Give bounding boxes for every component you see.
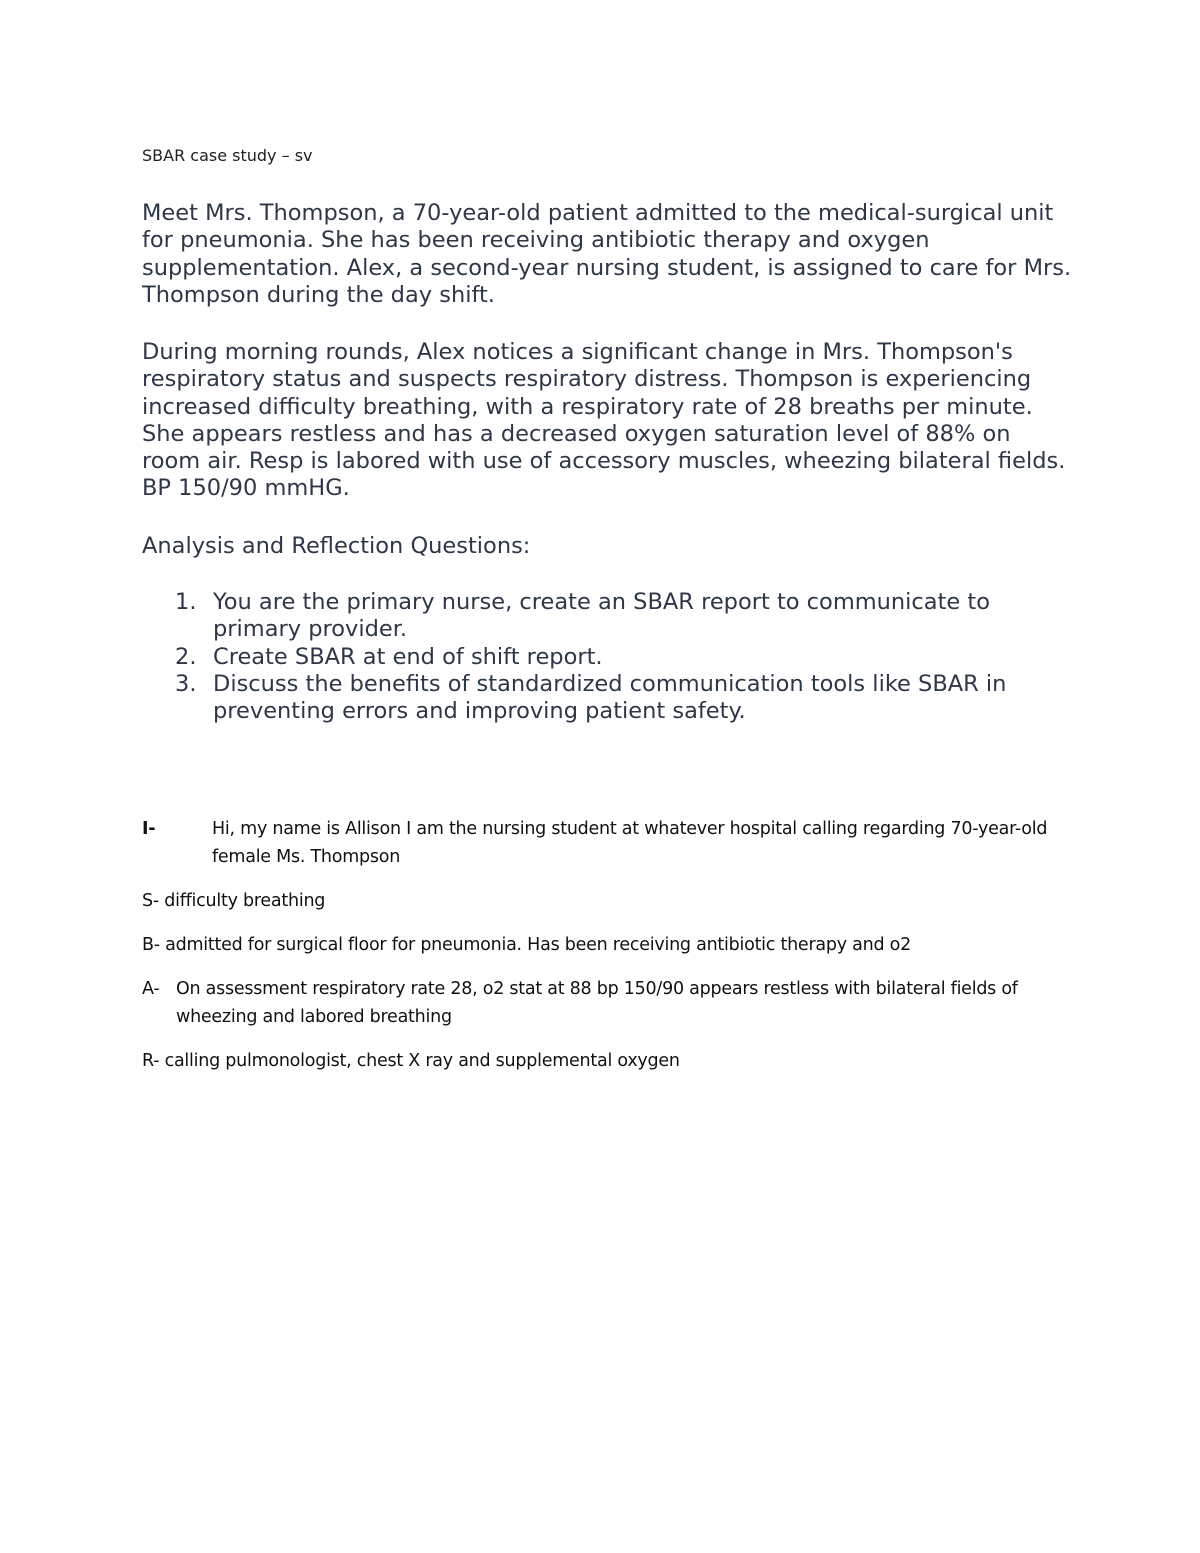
question-number: 3.	[175, 670, 197, 697]
sbar-introduction-label: I-	[142, 819, 156, 839]
sbar-situation: S- difficulty breathing	[142, 891, 326, 911]
sbar-assessment-label: A-	[142, 979, 160, 999]
question-text: You are the primary nurse, create an SBAR report to communicate to primary provider.	[213, 589, 990, 643]
sbar-recommendation: R- calling pulmonologist, chest X ray and supplemental oxygen	[142, 1051, 680, 1071]
questions-heading: Analysis and Reflection Questions:	[142, 533, 531, 559]
sbar-introduction	[142, 815, 1072, 871]
questions-list	[142, 589, 1072, 725]
question-text: Create SBAR at end of shift report.	[213, 643, 603, 670]
question-item	[142, 644, 1072, 671]
sbar-introduction-text: Hi, my name is Allison I am the nursing student at whatever hospital calling regarding 70-year-old female Ms. Thompson	[212, 819, 1048, 867]
question-number: 1.	[175, 589, 197, 615]
scenario-paragraph: During morning rounds, Alex notices a significant change in Mrs. Thompson's respiratory status and suspects respiratory distress. Thompson is experiencing increased difficulty breathing, with a respiratory rate of 28 breaths per minute. She appears restless and has a decreased oxygen saturation level of 88% on room air. Resp is labored with use of accessory muscles, wheezing bilateral fields. BP 150/90 mmHG.	[142, 339, 1066, 502]
sbar-assessment-text: On assessment respiratory rate 28, o2 stat at 88 bp 150/90 appears restless with bilateral fields of wheezing and labored breathing	[176, 979, 1018, 1027]
question-text: Discuss the benefits of standardized communication tools like SBAR in preventing errors and improving patient safety.	[213, 670, 1007, 725]
sbar-assessment	[142, 975, 1072, 1031]
document-header: SBAR case study – sv	[142, 146, 313, 165]
question-item	[142, 671, 1072, 726]
question-item	[142, 589, 1072, 644]
intro-paragraph: Meet Mrs. Thompson, a 70-year-old patient admitted to the medical-surgical unit for pneumonia. She has been receiving antibiotic therapy and oxygen supplementation. Alex, a second-year nursing student, is assigned to care for Mrs. Thompson during the day shift.	[142, 200, 1072, 308]
sbar-background: B- admitted for surgical floor for pneumonia. Has been receiving antibiotic therapy and o2	[142, 935, 911, 955]
question-number: 2.	[175, 643, 197, 670]
